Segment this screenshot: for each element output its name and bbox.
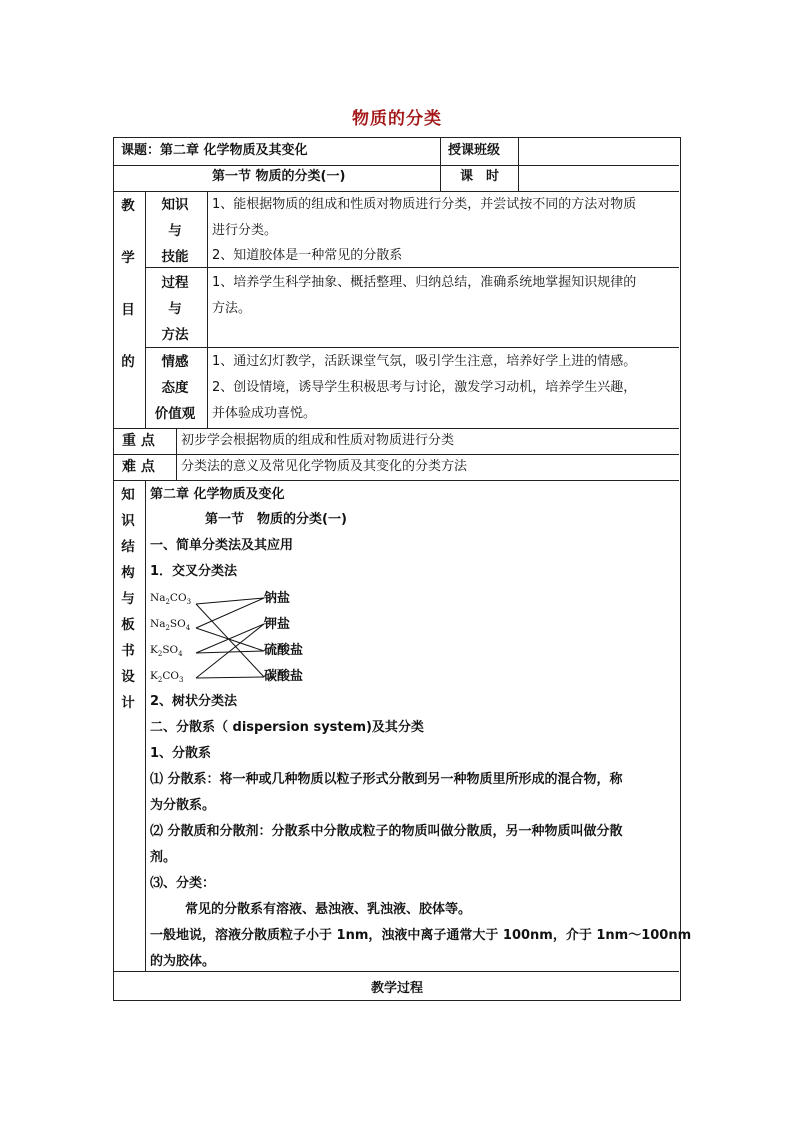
class-label: 授课班级 — [448, 143, 501, 158]
board-chapter: 第二章 化学物质及变化 — [150, 487, 285, 502]
objective-text-line: 1、培养学生科学抽象、概括整理、归纳总结，准确系统地掌握知识规律的 — [212, 275, 637, 290]
topic-label: 课题：第二章 化学物质及其变化 — [121, 143, 308, 158]
objective-text-line: 2、创设情境，诱导学生积极思考与讨论，激发学习动机，培养学生兴趣， — [212, 380, 637, 395]
key-point-label: 重 点 — [122, 433, 155, 449]
definition-line: ⑴ 分散系：将一种或几种物质以粒子形式分散到另一种物质里所形成的混合物，称 — [150, 772, 623, 787]
link-line — [196, 628, 264, 651]
objective-text-line: 进行分类。 — [212, 223, 278, 238]
objective-label-knowledge: 知识 与 技能 — [161, 197, 189, 265]
board-heading-2: 二、分散系（ dispersion system)及其分类 — [150, 720, 424, 735]
board-heading-1: 一、简单分类法及其应用 — [150, 538, 294, 553]
colloid-text: 一般地说，溶液分散质粒子小于 1nm，浊液中离子通常大于 100nm，介于 1nm～100nm — [150, 928, 692, 943]
definition-line: 为分散系。 — [150, 798, 216, 813]
objective-text-line: 1、通过幻灯教学，活跃课堂气氛，吸引学生注意，培养好学上进的情感。 — [212, 354, 637, 369]
compound-na2so4: $Na_2SO_4$ — [150, 618, 191, 633]
link-line — [196, 598, 264, 604]
objectives-side-label: 教 学 目 的 — [121, 198, 135, 370]
hours-label: 课 时 — [460, 169, 500, 184]
compound-na2co3: $Na_2CO_3$ — [150, 592, 192, 607]
colloid-text: 的为胶体。 — [150, 954, 216, 969]
salt-sodium: 钠盐 — [264, 591, 291, 606]
section-label: 第一节 物质的分类(一) — [212, 169, 346, 184]
link-line — [196, 624, 264, 653]
link-line — [196, 604, 264, 677]
objective-text-line: 方法。 — [212, 301, 252, 316]
objective-label-process: 过程 与 方法 — [161, 275, 189, 343]
definition-line: ⑵ 分散质和分散剂：分散系中分散成粒子的物质叫做分散质，另一种物质叫做分散 — [150, 824, 623, 839]
definition-line: 剂。 — [150, 850, 177, 865]
board-heading-1-2: 2、树状分类法 — [150, 694, 238, 709]
footer-teaching-process: 教学过程 — [370, 981, 423, 996]
classification-heading: ⑶、分类： — [150, 876, 216, 891]
page-title: 物质的分类 — [352, 109, 442, 129]
difficulty-label: 难 点 — [122, 459, 155, 475]
difficulty-text: 分类法的意义及常见化学物质及其变化的分类方法 — [181, 459, 468, 474]
link-line — [196, 598, 264, 628]
board-heading-1-1: 1．交叉分类法 — [150, 564, 238, 579]
salt-sulfate: 硫酸盐 — [264, 643, 304, 658]
board-heading-2-1: 1、分散系 — [150, 746, 212, 761]
salt-potassium: 钾盐 — [264, 617, 291, 632]
objective-text-line: 1、能根据物质的组成和性质对物质进行分类，并尝试按不同的方法对物质 — [212, 197, 637, 212]
salt-carbonate: 碳酸盐 — [264, 669, 304, 684]
compound-k2co3: $K_2CO_3$ — [150, 670, 184, 685]
compound-k2so4: $K_2SO_4$ — [150, 644, 183, 659]
classification-text: 常见的分散系有溶液、悬浊液、乳浊液、胶体等。 — [185, 902, 472, 917]
board-side-label: 知 识 结 构 与 板 书 设 计 — [121, 487, 135, 711]
objective-text-line: 并体验成功喜悦。 — [212, 406, 317, 421]
board-section: 第一节 物质的分类(一) — [205, 512, 347, 527]
objective-text-line: 2、知道胶体是一种常见的分散系 — [212, 248, 403, 263]
objective-label-emotion: 情感 态度 价值观 — [154, 354, 196, 422]
link-line — [196, 677, 264, 678]
key-point-text: 初步学会根据物质的组成和性质对物质进行分类 — [181, 433, 455, 448]
